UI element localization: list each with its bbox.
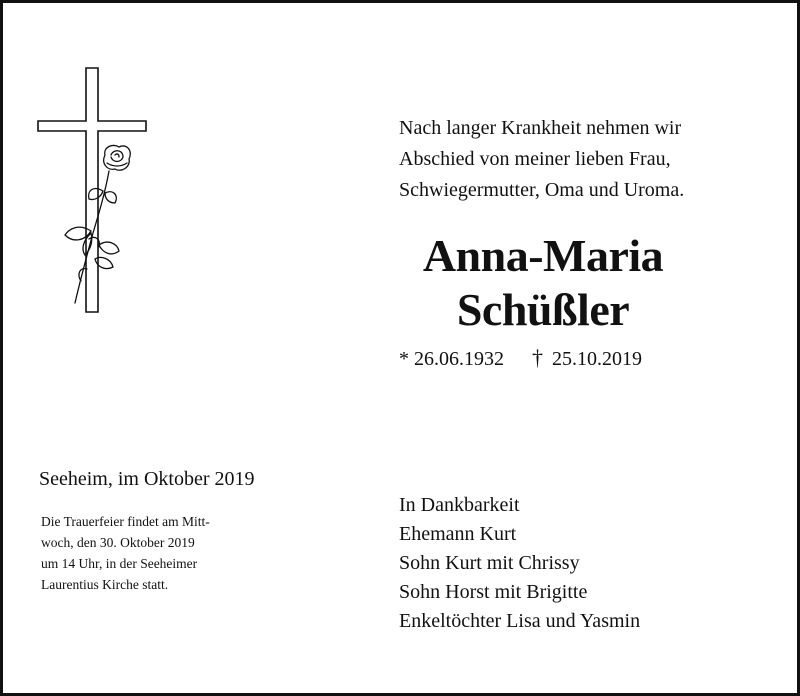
death-date: 25.10.2019	[552, 348, 642, 370]
deceased-name	[393, 229, 693, 337]
cross-with-rose-icon	[33, 63, 153, 313]
family-line: In Dankbarkeit	[399, 494, 520, 516]
family-line: Sohn Horst mit Brigitte	[399, 581, 588, 603]
deceased-first-name: Anna-Maria	[422, 230, 664, 281]
intro-text	[399, 113, 751, 206]
intro-line: Nach langer Krankheit nehmen wir	[399, 117, 682, 139]
family-line: Ehemann Kurt	[399, 523, 517, 545]
life-dates	[399, 344, 642, 373]
ceremony-line: woch, den 30. Oktober 2019	[41, 535, 195, 550]
family-line: Enkeltöchter Lisa und Yasmin	[399, 610, 641, 632]
ceremony-line: Laurentius Kirche statt.	[41, 577, 169, 592]
place-date: Seeheim, im Oktober 2019	[39, 468, 255, 490]
birth-symbol: *	[399, 348, 409, 370]
ceremony-line: um 14 Uhr, in der Seeheimer	[41, 556, 198, 571]
deceased-last-name: Schüßler	[456, 284, 630, 335]
intro-line: Abschied von meiner lieben Frau,	[399, 148, 671, 170]
ceremony-line: Die Trauerfeier findet am Mitt-	[41, 514, 210, 529]
death-symbol-icon: †	[532, 345, 543, 370]
birth-date: 26.06.1932	[414, 348, 504, 370]
family-signatures	[399, 491, 640, 636]
intro-line: Schwiegermutter, Oma und Uroma.	[399, 179, 685, 201]
ceremony-info	[41, 511, 265, 595]
family-line: Sohn Kurt mit Chrissy	[399, 552, 580, 574]
